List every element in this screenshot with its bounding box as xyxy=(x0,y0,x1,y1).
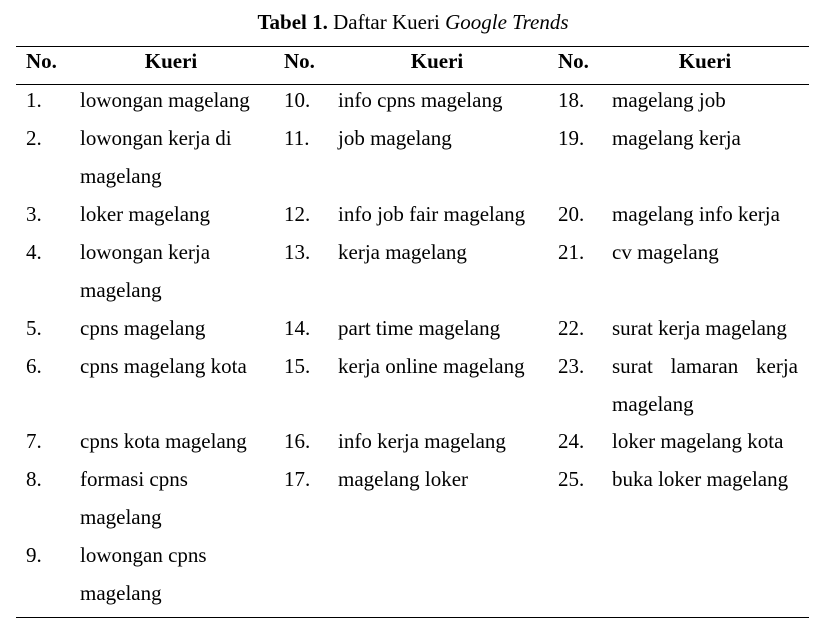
bottom-rule xyxy=(16,617,809,618)
row-number: 21. xyxy=(558,240,585,264)
row-number: 22. xyxy=(558,316,585,340)
query-text: kerja online magelang xyxy=(338,354,525,378)
query-text: magelang info kerja xyxy=(612,202,780,226)
row-number: 7. xyxy=(26,429,42,453)
query-text: magelang job xyxy=(612,88,726,112)
header-no-2: No. xyxy=(284,49,315,73)
row-number: 1. xyxy=(26,88,42,112)
row-number: 16. xyxy=(284,429,311,453)
row-number: 12. xyxy=(284,202,311,226)
row-number: 8. xyxy=(26,467,42,491)
query-text: info kerja magelang xyxy=(338,429,506,453)
row-number: 5. xyxy=(26,316,42,340)
row-number: 25. xyxy=(558,467,585,491)
row-number: 6. xyxy=(26,354,42,378)
query-text: surat lamaran kerja magelang xyxy=(612,354,798,416)
query-text: lowongan cpns magelang xyxy=(80,543,207,605)
query-text: kerja magelang xyxy=(338,240,467,264)
row-number: 13. xyxy=(284,240,311,264)
row-number: 17. xyxy=(284,467,311,491)
query-text: surat kerja magelang xyxy=(612,316,787,340)
row-number: 24. xyxy=(558,429,585,453)
row-number: 11. xyxy=(284,126,310,150)
query-text: formasi cpns magelang xyxy=(80,467,188,529)
query-text: lowongan kerja magelang xyxy=(80,240,211,302)
row-number: 9. xyxy=(26,543,42,567)
query-text: info job fair magelang xyxy=(338,202,526,226)
query-text: cv magelang xyxy=(612,240,719,264)
header-kueri-3: Kueri xyxy=(678,49,732,73)
row-number: 4. xyxy=(26,240,42,264)
row-number: 2. xyxy=(26,126,42,150)
query-text: part time magelang xyxy=(338,316,501,340)
query-text: info cpns magelang xyxy=(338,88,503,112)
header-no-3: No. xyxy=(558,49,589,73)
row-number: 10. xyxy=(284,88,311,112)
caption-label: Tabel 1. xyxy=(257,10,328,34)
row-number: 23. xyxy=(558,354,585,378)
query-text: magelang kerja xyxy=(612,126,741,150)
query-text: loker magelang xyxy=(80,202,211,226)
table-caption xyxy=(0,8,826,36)
query-text: cpns kota magelang xyxy=(80,429,247,453)
row-number: 3. xyxy=(26,202,42,226)
header-no-1: No. xyxy=(26,49,57,73)
query-text: cpns magelang kota xyxy=(80,354,247,378)
query-text: job magelang xyxy=(338,126,452,150)
caption-text: Daftar Kueri xyxy=(327,10,446,34)
query-text: magelang loker xyxy=(338,467,469,491)
query-text: cpns magelang xyxy=(80,316,206,340)
header-kueri-1: Kueri xyxy=(144,49,198,73)
query-text: loker magelang kota xyxy=(612,429,784,453)
caption-italic: Google Trends xyxy=(445,10,569,34)
row-number: 18. xyxy=(558,88,585,112)
query-text: lowongan kerja di magelang xyxy=(80,126,232,188)
row-number: 14. xyxy=(284,316,311,340)
row-number: 19. xyxy=(558,126,585,150)
row-number: 15. xyxy=(284,354,311,378)
row-number: 20. xyxy=(558,202,585,226)
query-text: lowongan magelang xyxy=(80,88,250,112)
header-kueri-2: Kueri xyxy=(410,49,464,73)
query-text: buka loker magelang xyxy=(612,467,789,491)
